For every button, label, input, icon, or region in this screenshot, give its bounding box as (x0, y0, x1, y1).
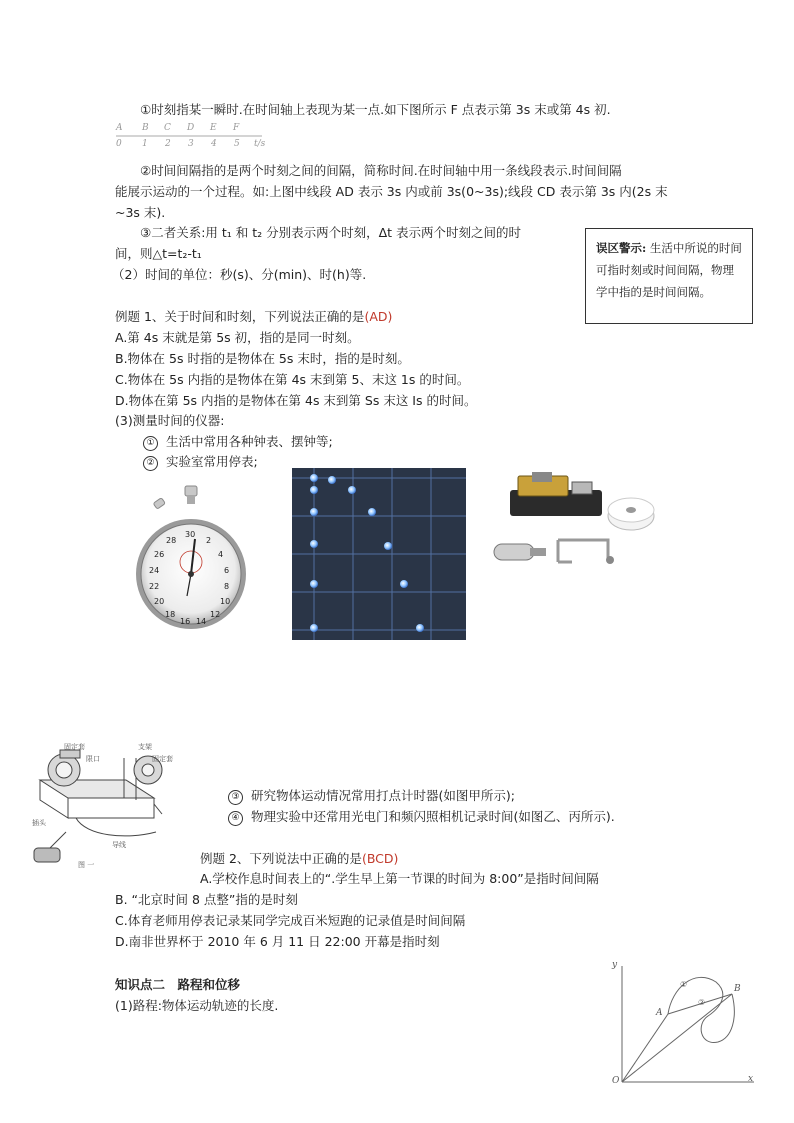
para-interval-2: 能展示运动的一个过程。如:上图中线段 AD 表示 3s 内或前 3s(0~3s);线段 CD 表示第 3s 内(2s 末 (115, 184, 668, 199)
item-text: 实验室常用停表; (166, 454, 258, 469)
time-axis-figure (112, 123, 272, 153)
stopwatch-image (136, 484, 246, 634)
dial-number: 24 (149, 566, 160, 575)
misconception-warning-box (585, 228, 753, 324)
item-number: ② (143, 456, 158, 471)
stopwatch-svg (136, 484, 246, 634)
tick-letter: B (142, 123, 149, 133)
point-b-label: B (734, 984, 741, 994)
origin-label: O (612, 1076, 620, 1086)
example1-option: C.物体在 5s 内指的是物体在第 4s 末到第 5、末这 1s 的时间。 (115, 372, 470, 387)
strobe-photo-svg (292, 468, 466, 640)
example1-question (115, 307, 392, 325)
item-number: ③ (228, 790, 243, 805)
item-text: 生活中常用各种钟表、摆钟等; (166, 434, 333, 449)
example1-text: 例题 1、关于时间和时刻，下列说法正确的是 (115, 309, 365, 324)
instrument-item (228, 786, 515, 805)
spark-timer-svg (26, 740, 202, 876)
dial-number: 14 (196, 617, 207, 626)
item-number: ④ (228, 811, 243, 826)
dial-number: 26 (154, 550, 165, 559)
tick-number: 1 (142, 139, 148, 149)
instrument-item (143, 452, 258, 471)
example1-option: A.第 4s 末就是第 5s 初，指的是同一时刻。 (115, 330, 360, 345)
instrument-item (228, 807, 615, 826)
path-displacement-figure (608, 958, 758, 1088)
para-interval-3: ~3s 末). (115, 205, 166, 220)
para-interval-1: ②时间间隔指的是两个时刻之间的间隔，简称时间.在时间轴中用一条线段表示.时间间隔 (140, 163, 622, 178)
label-wire: 导线 (112, 841, 126, 849)
dial-number: 8 (224, 582, 230, 591)
tick-letter: D (187, 123, 195, 133)
dial-number: 30 (185, 530, 196, 539)
tick-number: 0 (116, 139, 122, 149)
spark-timer-diagram (26, 740, 202, 876)
photogate-image (488, 472, 660, 572)
para-moment: ①时刻指某一瞬时.在时间轴上表现为某一点.如下图所示 F 点表示第 3s 末或第 4s 初. (140, 102, 611, 117)
label-fixed-sleeve: 固定套 (64, 743, 85, 751)
axis-unit: t/s (254, 139, 266, 149)
warning-label: 误区警示: (596, 241, 647, 255)
tick-number: 3 (188, 139, 194, 149)
item-text: 研究物体运动情况常用打点计时器(如图甲所示); (251, 788, 515, 803)
dial-number: 22 (149, 582, 160, 591)
point-a-label: A (656, 1008, 663, 1018)
section-title: 知识点二 路程和位移 (115, 977, 241, 992)
tick-number: 4 (211, 139, 217, 149)
para-relation-2: 间，则△t=t₂-t₁ (115, 246, 202, 261)
dial-number: 2 (206, 536, 212, 545)
dial-number: 12 (210, 610, 221, 619)
example2-text: 例题 2、下列说法中正确的是 (200, 851, 362, 866)
dial-number: 4 (218, 550, 224, 559)
path-displacement-svg (608, 958, 758, 1088)
item-number: ① (143, 436, 158, 451)
warning-text: 生活中所说的时间可指时刻或时间间隔，物理学中指的是时间间隔。 (596, 241, 742, 299)
dial-number: 20 (154, 597, 165, 606)
instrument-item (143, 432, 333, 451)
example2-question (200, 849, 398, 867)
strobe-photo-image (292, 468, 466, 640)
photogate-svg (488, 472, 660, 572)
tick-number: 2 (165, 139, 171, 149)
dial-number: 10 (220, 597, 231, 606)
example1-option: D.物体在第 5s 内指的是物体在第 4s 末到第 Ss 末这 Is 的时间。 (115, 393, 477, 408)
tick-letter: E (210, 123, 217, 133)
dial-number: 28 (166, 536, 177, 545)
instruments-heading: (3)测量时间的仪器: (115, 413, 225, 428)
path-definition: (1)路程:物体运动轨迹的长度. (115, 998, 279, 1013)
label-fixed-sleeve-right: 固定套 (152, 755, 173, 763)
tick-letter: F (233, 123, 240, 133)
dial-number: 6 (224, 566, 230, 575)
para-relation-1: ③二者关系:用 t₁ 和 t₂ 分别表示两个时刻，Δt 表示两个时刻之间的时 (140, 225, 522, 240)
item-text: 物理实验中还常用光电门和频闪照相机记录时间(如图乙、丙所示). (251, 809, 615, 824)
tick-number: 5 (234, 139, 240, 149)
example2-option: D.南非世界杯于 2010 年 6 月 11 日 22:00 开幕是指时刻 (115, 934, 440, 949)
figure-caption: 图 一 (78, 861, 95, 869)
x-axis-label: x (748, 1074, 754, 1084)
time-units: （2）时间的单位：秒(s)、分(min)、时(h)等. (112, 267, 367, 282)
example2-option: C.体育老师用停表记录某同学完成百米短跑的记录值是时间间隔 (115, 913, 466, 928)
dial-number: 16 (180, 617, 191, 626)
example2-answer: (BCD) (361, 851, 399, 866)
tick-letter: A (116, 123, 123, 133)
example2-option: B. “北京时间 8 点整”指的是时刻 (115, 892, 298, 907)
example1-option: B.物体在 5s 时指的是物体在 5s 末时，指的是时刻。 (115, 351, 410, 366)
chord-marker: ② (698, 998, 706, 1007)
arc-marker: ① (680, 980, 688, 989)
dial-number: 18 (165, 610, 176, 619)
label-slot: 限口 (86, 755, 100, 763)
y-axis-label: y (612, 960, 618, 970)
label-plug: 插头 (32, 819, 46, 827)
label-bracket: 支架 (138, 743, 152, 751)
example2-option: A.学校作息时间表上的“.学生早上第一节课的时间为 8:00”是指时间间隔 (200, 871, 599, 886)
tick-letter: C (164, 123, 171, 133)
example1-answer: (AD) (364, 309, 393, 324)
